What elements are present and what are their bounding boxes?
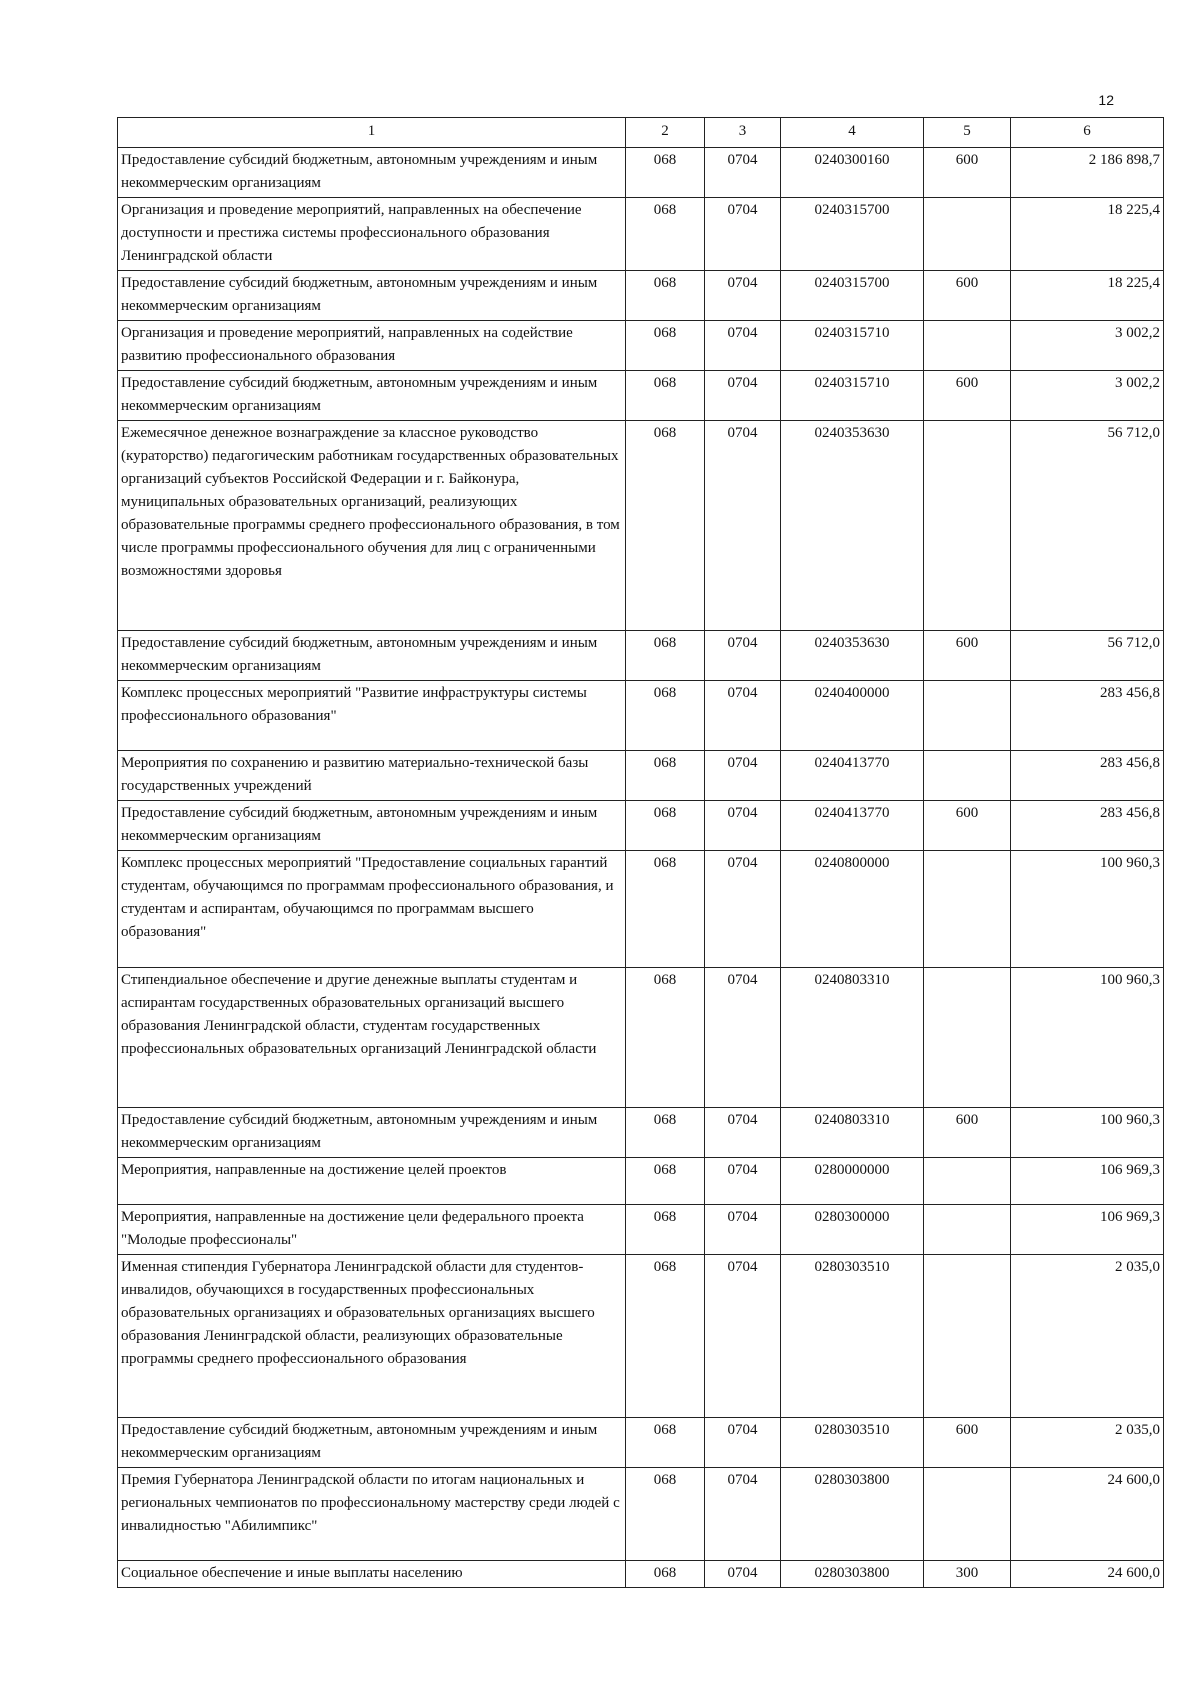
- table-row: [118, 1158, 1164, 1205]
- admin-code: 068: [626, 321, 705, 371]
- amount: 100 960,3: [1011, 968, 1164, 1108]
- admin-code: 068: [626, 631, 705, 681]
- expense-type-code: 600: [924, 148, 1011, 198]
- row-name: Комплекс процессных мероприятий "Предоставление социальных гарантий студентам, обучающимся по программам профессионального образования, и студентам и аспирантам, обучающимся по программам высшего образования": [118, 851, 626, 968]
- expense-type-code: 600: [924, 801, 1011, 851]
- admin-code: 068: [626, 1418, 705, 1468]
- amount: 3 002,2: [1011, 321, 1164, 371]
- row-name: Предоставление субсидий бюджетным, автономным учреждениям и иным некоммерческим организациям: [118, 148, 626, 198]
- row-name: Ежемесячное денежное вознаграждение за классное руководство (кураторство) педагогическим работникам государственных образовательных организаций субъектов Российской Федерации и г. Байконура, муниципальных образовательных организаций, реализующих образовательные программы среднего профессионального образования, в том числе программы профессионального обучения для лиц с ограниченными возможностями здоровья: [118, 421, 626, 631]
- table-row: [118, 421, 1164, 631]
- admin-code: 068: [626, 751, 705, 801]
- section-code: 0704: [705, 631, 781, 681]
- column-header: 6: [1011, 118, 1164, 148]
- admin-code: 068: [626, 801, 705, 851]
- expense-type-code: 600: [924, 1108, 1011, 1158]
- table-row: [118, 198, 1164, 271]
- table-row: [118, 631, 1164, 681]
- row-name: Организация и проведение мероприятий, направленных на содействие развитию профессионального образования: [118, 321, 626, 371]
- admin-code: 068: [626, 681, 705, 751]
- table-row: [118, 1561, 1164, 1588]
- section-code: 0704: [705, 751, 781, 801]
- expense-type-code: [924, 1468, 1011, 1561]
- amount: 24 600,0: [1011, 1561, 1164, 1588]
- column-header: 2: [626, 118, 705, 148]
- amount: 100 960,3: [1011, 1108, 1164, 1158]
- table-row: [118, 1108, 1164, 1158]
- expense-type-code: [924, 198, 1011, 271]
- row-name: Организация и проведение мероприятий, направленных на обеспечение доступности и престижа системы профессионального образования Ленинградской области: [118, 198, 626, 271]
- section-code: 0704: [705, 968, 781, 1108]
- table-row: [118, 968, 1164, 1108]
- section-code: 0704: [705, 851, 781, 968]
- target-code: 0240300160: [781, 148, 924, 198]
- admin-code: 068: [626, 1205, 705, 1255]
- admin-code: 068: [626, 1468, 705, 1561]
- section-code: 0704: [705, 1255, 781, 1418]
- target-code: 0280303510: [781, 1418, 924, 1468]
- expense-type-code: 600: [924, 271, 1011, 321]
- table-row: [118, 271, 1164, 321]
- row-name: Социальное обеспечение и иные выплаты населению: [118, 1561, 626, 1588]
- row-name: Предоставление субсидий бюджетным, автономным учреждениям и иным некоммерческим организациям: [118, 1108, 626, 1158]
- target-code: 0240803310: [781, 1108, 924, 1158]
- section-code: 0704: [705, 321, 781, 371]
- amount: 56 712,0: [1011, 631, 1164, 681]
- target-code: 0240400000: [781, 681, 924, 751]
- table-row: [118, 851, 1164, 968]
- expense-type-code: [924, 681, 1011, 751]
- column-header: 5: [924, 118, 1011, 148]
- target-code: 0280000000: [781, 1158, 924, 1205]
- section-code: 0704: [705, 421, 781, 631]
- column-header: 3: [705, 118, 781, 148]
- budget-table: [117, 117, 1164, 1588]
- section-code: 0704: [705, 371, 781, 421]
- row-name: Стипендиальное обеспечение и другие денежные выплаты студентам и аспирантам государственных образовательных организаций высшего образования Ленинградской области, студентам государственных профессиональных образовательных организаций Ленинградской области: [118, 968, 626, 1108]
- amount: 18 225,4: [1011, 198, 1164, 271]
- header-row: [118, 118, 1164, 148]
- amount: 3 002,2: [1011, 371, 1164, 421]
- amount: 2 035,0: [1011, 1255, 1164, 1418]
- amount: 283 456,8: [1011, 751, 1164, 801]
- expense-type-code: [924, 1205, 1011, 1255]
- admin-code: 068: [626, 371, 705, 421]
- section-code: 0704: [705, 148, 781, 198]
- section-code: 0704: [705, 1418, 781, 1468]
- target-code: 0240315710: [781, 371, 924, 421]
- target-code: 0280303510: [781, 1255, 924, 1418]
- row-name: Предоставление субсидий бюджетным, автономным учреждениям и иным некоммерческим организациям: [118, 631, 626, 681]
- table-row: [118, 801, 1164, 851]
- row-name: Предоставление субсидий бюджетным, автономным учреждениям и иным некоммерческим организациям: [118, 271, 626, 321]
- target-code: 0240353630: [781, 421, 924, 631]
- target-code: 0240803310: [781, 968, 924, 1108]
- table-row: [118, 1255, 1164, 1418]
- admin-code: 068: [626, 1108, 705, 1158]
- section-code: 0704: [705, 1561, 781, 1588]
- admin-code: 068: [626, 1255, 705, 1418]
- expense-type-code: [924, 968, 1011, 1108]
- page-number: 12: [1098, 92, 1114, 108]
- expense-type-code: [924, 321, 1011, 371]
- amount: 2 035,0: [1011, 1418, 1164, 1468]
- expense-type-code: 300: [924, 1561, 1011, 1588]
- row-name: Мероприятия по сохранению и развитию материально-технической базы государственных учреждений: [118, 751, 626, 801]
- amount: 24 600,0: [1011, 1468, 1164, 1561]
- table-row: [118, 681, 1164, 751]
- target-code: 0240353630: [781, 631, 924, 681]
- amount: 283 456,8: [1011, 681, 1164, 751]
- amount: 18 225,4: [1011, 271, 1164, 321]
- row-name: Комплекс процессных мероприятий "Развитие инфраструктуры системы профессионального образования": [118, 681, 626, 751]
- section-code: 0704: [705, 801, 781, 851]
- target-code: 0240315710: [781, 321, 924, 371]
- amount: 106 969,3: [1011, 1158, 1164, 1205]
- expense-type-code: [924, 751, 1011, 801]
- expense-type-code: [924, 851, 1011, 968]
- row-name: Мероприятия, направленные на достижение целей проектов: [118, 1158, 626, 1205]
- admin-code: 068: [626, 421, 705, 631]
- target-code: 0240315700: [781, 198, 924, 271]
- expense-type-code: [924, 1255, 1011, 1418]
- amount: 100 960,3: [1011, 851, 1164, 968]
- admin-code: 068: [626, 851, 705, 968]
- admin-code: 068: [626, 1158, 705, 1205]
- table-row: [118, 1418, 1164, 1468]
- amount: 106 969,3: [1011, 1205, 1164, 1255]
- expense-type-code: 600: [924, 1418, 1011, 1468]
- table-row: [118, 148, 1164, 198]
- row-name: Мероприятия, направленные на достижение цели федерального проекта "Молодые профессионалы": [118, 1205, 626, 1255]
- target-code: 0240800000: [781, 851, 924, 968]
- row-name: Премия Губернатора Ленинградской области по итогам национальных и региональных чемпионатов по профессиональному мастерству среди людей с инвалидностью "Абилимпикс": [118, 1468, 626, 1561]
- target-code: 0240315700: [781, 271, 924, 321]
- target-code: 0280300000: [781, 1205, 924, 1255]
- column-header: 1: [118, 118, 626, 148]
- section-code: 0704: [705, 1158, 781, 1205]
- row-name: Предоставление субсидий бюджетным, автономным учреждениям и иным некоммерческим организациям: [118, 801, 626, 851]
- target-code: 0280303800: [781, 1468, 924, 1561]
- admin-code: 068: [626, 1561, 705, 1588]
- section-code: 0704: [705, 1205, 781, 1255]
- table-row: [118, 371, 1164, 421]
- table-row: [118, 321, 1164, 371]
- row-name: Именная стипендия Губернатора Ленинградской области для студентов-инвалидов, обучающихся в государственных профессиональных образовательных организациях и образовательных организациях высшего образования Ленинградской области, реализующих образовательные программы среднего профессионального образования: [118, 1255, 626, 1418]
- admin-code: 068: [626, 271, 705, 321]
- section-code: 0704: [705, 1108, 781, 1158]
- table-row: [118, 1468, 1164, 1561]
- table-row: [118, 751, 1164, 801]
- expense-type-code: 600: [924, 371, 1011, 421]
- section-code: 0704: [705, 198, 781, 271]
- section-code: 0704: [705, 681, 781, 751]
- admin-code: 068: [626, 198, 705, 271]
- admin-code: 068: [626, 968, 705, 1108]
- row-name: Предоставление субсидий бюджетным, автономным учреждениям и иным некоммерческим организациям: [118, 371, 626, 421]
- amount: 283 456,8: [1011, 801, 1164, 851]
- section-code: 0704: [705, 271, 781, 321]
- column-header: 4: [781, 118, 924, 148]
- table-row: [118, 1205, 1164, 1255]
- target-code: 0280303800: [781, 1561, 924, 1588]
- target-code: 0240413770: [781, 801, 924, 851]
- amount: 56 712,0: [1011, 421, 1164, 631]
- expense-type-code: [924, 1158, 1011, 1205]
- admin-code: 068: [626, 148, 705, 198]
- row-name: Предоставление субсидий бюджетным, автономным учреждениям и иным некоммерческим организациям: [118, 1418, 626, 1468]
- section-code: 0704: [705, 1468, 781, 1561]
- target-code: 0240413770: [781, 751, 924, 801]
- expense-type-code: 600: [924, 631, 1011, 681]
- amount: 2 186 898,7: [1011, 148, 1164, 198]
- expense-type-code: [924, 421, 1011, 631]
